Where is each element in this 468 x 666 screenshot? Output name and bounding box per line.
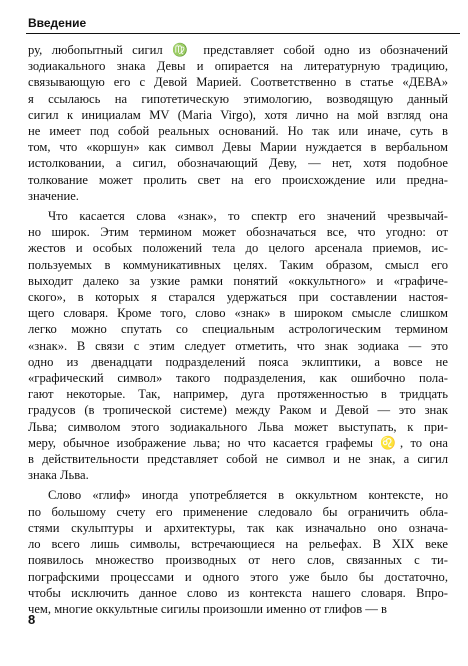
- text-line: чем, многие оккультные сигилы произошли именно от глифов — в: [28, 601, 387, 616]
- text-line: «графический символ» такого подразделения, как ошибочно пола-: [28, 371, 448, 386]
- body-text: [28, 42, 448, 621]
- text-line: меру, обычное изображение льва; но что касается графемы ♌, то она: [28, 435, 448, 450]
- paragraph: [28, 487, 448, 617]
- text-line: гают некоторые. Так, например, дуга протяженностью в тридцать: [28, 387, 448, 402]
- text-line: щего словаря. Кроме того, слово «знак» в широком смысле слишком: [28, 306, 448, 321]
- text-line: градусов (в тропической системе) между Раком и Девой — это знак: [28, 403, 448, 418]
- page-number: 8: [28, 612, 36, 627]
- text-line: я ссылаюсь на гипотетическую этимологию, возводящую данный: [28, 91, 448, 106]
- text-line: значение.: [28, 188, 79, 203]
- chapter-title: Введение: [28, 16, 87, 30]
- text-line: связывающую его с Девой Марией. Соответственно в статье «ДЕВА»: [28, 75, 448, 90]
- paragraph: [28, 42, 448, 204]
- text-line: по большому счету его применение следовало бы ограничить обла-: [28, 504, 448, 519]
- text-line: знака Льва.: [28, 468, 89, 483]
- text-line: «знак». В связи с этим следует отметить, что знак зодиака — это: [28, 338, 448, 353]
- text-line: легко можно спутать со специальным астрологическим термином: [28, 322, 448, 337]
- text-line: ло всего лишь символы, встречающиеся на рельефах. В XIX веке: [28, 537, 448, 552]
- text-line: Что касается слова «знак», то спектр его значений чрезвычай-: [48, 209, 448, 224]
- text-line: пользуемых в коммуникативных целях. Таким образом, смысл его: [28, 257, 448, 272]
- text-line: жестов и особых положений тела до целого арсенала приемов, ис-: [28, 241, 448, 256]
- text-line: чтобы исключить данное слово из контекста нашего словаря. Впро-: [28, 585, 448, 600]
- text-line: ского», в которых я старался удержаться при составлении настоя-: [28, 290, 448, 305]
- text-line: сигил к инициалам MV (Maria Virgo), хотя лично на мой взгляд она: [28, 107, 448, 122]
- running-header: [26, 13, 460, 34]
- text-line: пографскими процессами и одного этого уже было бы достаточно,: [28, 569, 448, 584]
- text-line: Слово «глиф» иногда употребляется в оккультном контексте, но: [48, 488, 448, 503]
- text-line: появилось множество производных от него слов, связанных с ти-: [28, 553, 448, 568]
- text-line: том, что «коршун» как символ Девы Марии нуждается в вербальном: [28, 140, 448, 155]
- text-line: в действительности представляет собой не символ и не знак, а сигил: [28, 452, 448, 467]
- text-line: стями скульптуры и архитектуры, так как изначально оно означа-: [28, 520, 448, 535]
- text-line: одно из двенадцати подразделений пояса эклиптики, а вовсе не: [28, 354, 448, 369]
- text-line: толкование может пролить свет на его происхождение или предна-: [28, 172, 448, 187]
- text-line: но широк. Этим термином может обозначаться все, что угодно: от: [28, 225, 448, 240]
- text-line: не имеет под собой реальных оснований. Но так или иначе, суть в: [28, 124, 448, 139]
- text-line: выходит далеко за узкие рамки понятий «оккультного» и «графиче-: [28, 273, 448, 288]
- text-line: зодиакального знака Девы и опирается на литературную традицию,: [28, 59, 448, 74]
- text-line: ру, любопытный сигил ♍ представляет собой одно из обозначений: [28, 43, 448, 57]
- paragraph: [28, 208, 448, 483]
- text-line: Льва; символом этого зодиакального Льва может выступать, к при-: [28, 419, 448, 434]
- text-line: истолковании, а сигил, обозначающий Деву, — нет, хотя подобное: [28, 156, 448, 171]
